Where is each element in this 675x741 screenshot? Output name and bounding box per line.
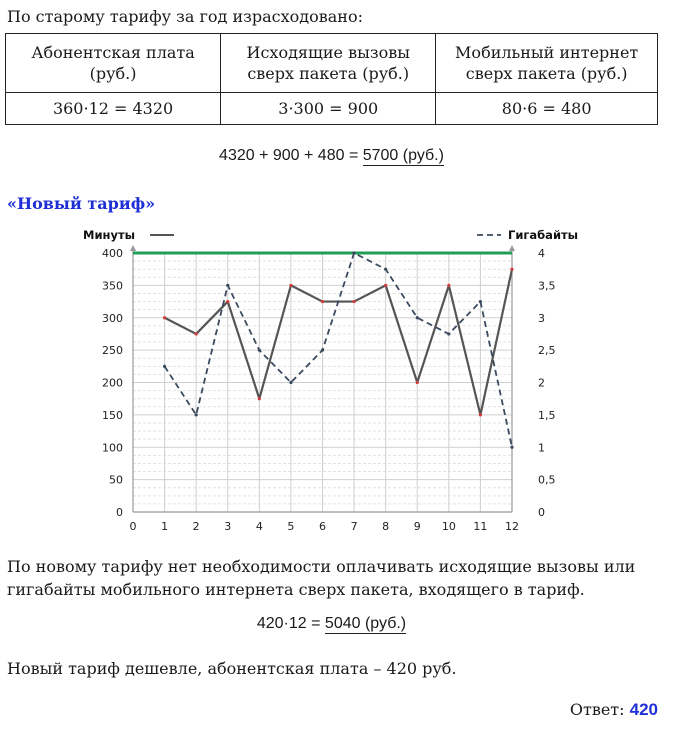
header-internet-line2: сверх пакета (руб.) — [465, 64, 628, 83]
gigabytes-point — [321, 349, 324, 352]
minutes-point — [447, 284, 450, 287]
header-calls-line1: Исходящие вызовы — [246, 43, 410, 62]
explanation-text — [7, 555, 635, 601]
right-tick-label: 2 — [538, 376, 545, 390]
x-tick-label: 3 — [224, 520, 232, 533]
minutes-point — [195, 332, 198, 335]
minutes-point — [416, 381, 419, 384]
left-axis-arrow — [130, 245, 136, 251]
old-tariff-table — [5, 33, 658, 125]
left-tick-label: 400 — [102, 247, 123, 260]
new-total-line — [0, 615, 663, 633]
x-tick-label: 2 — [192, 520, 200, 533]
tariff-chart — [80, 222, 600, 534]
header-calls-line2: сверх пакета (руб.) — [247, 64, 410, 83]
table-header-row — [6, 34, 658, 93]
gigabytes-point — [479, 300, 482, 303]
x-tick-label: 10 — [441, 520, 456, 533]
left-tick-label: 150 — [102, 408, 123, 422]
answer-label: Ответ: — [569, 700, 625, 719]
header-subscription-line1: Абонентская плата — [31, 43, 195, 62]
header-internet — [436, 34, 658, 93]
right-tick-label: 3 — [538, 311, 545, 325]
left-tick-label: 100 — [102, 441, 123, 455]
new-total-result: 5040 (руб.) — [324, 615, 407, 632]
gigabytes-point — [352, 251, 355, 254]
right-tick-label: 4 — [538, 247, 545, 260]
conclusion-text: Новый тариф дешевле, абонентская плата – 420 руб. — [7, 659, 457, 678]
x-tick-label: 7 — [350, 520, 358, 533]
gigabytes-point — [416, 316, 419, 319]
right-tick-label: 0 — [538, 506, 545, 519]
gigabytes-point — [384, 268, 387, 271]
header-subscription-line2: (руб.) — [89, 64, 137, 83]
x-tick-label: 6 — [319, 520, 326, 533]
minutes-point — [289, 284, 292, 287]
gigabytes-point — [226, 284, 229, 287]
minutes-point — [163, 316, 166, 319]
x-tick-label: 8 — [382, 520, 390, 533]
legend-gigabytes-label: Гигабайты — [508, 228, 579, 242]
x-tick-label: 0 — [129, 520, 137, 533]
cell-internet: 80·6 = 480 — [436, 93, 658, 125]
left-tick-label: 300 — [102, 311, 123, 325]
legend-minutes-label: Минуты — [83, 228, 136, 242]
x-tick-label: 11 — [473, 520, 488, 533]
minutes-point — [510, 268, 513, 271]
left-tick-label: 50 — [109, 473, 123, 487]
new-total-expr: 420·12 = — [256, 615, 325, 632]
right-tick-label: 1,5 — [538, 408, 556, 422]
header-internet-line1: Мобильный интернет — [455, 43, 639, 62]
explanation-line-2: гигабайты мобильного интернета сверх пакета, входящего в тариф. — [7, 580, 585, 599]
x-tick-label: 12 — [505, 520, 519, 533]
answer-line — [570, 700, 658, 720]
answer-value: 420 — [629, 700, 658, 719]
minutes-point — [352, 300, 355, 303]
minutes-point — [226, 300, 229, 303]
right-tick-label: 3,5 — [538, 279, 556, 293]
new-tariff-title: «Новый тариф» — [7, 194, 156, 213]
minutes-point — [321, 300, 324, 303]
right-tick-label: 0,5 — [538, 473, 556, 487]
intro-text: По старому тарифу за год израсходовано: — [7, 7, 363, 26]
left-tick-label: 0 — [116, 506, 123, 519]
explanation-line-1: По новому тарифу нет необходимости оплачивать исходящие вызовы или — [7, 557, 636, 576]
gigabytes-point — [447, 332, 450, 335]
old-total-line — [0, 147, 663, 165]
header-calls — [221, 34, 436, 93]
old-total-result: 5700 (руб.) — [362, 147, 444, 164]
gigabytes-point — [163, 365, 166, 368]
header-subscription — [6, 34, 221, 93]
x-tick-label: 4 — [255, 520, 263, 533]
gigabytes-point — [289, 381, 292, 384]
left-tick-label: 350 — [102, 279, 123, 293]
left-tick-label: 200 — [102, 376, 123, 390]
x-tick-label: 5 — [287, 520, 295, 533]
left-tick-label: 250 — [102, 344, 123, 358]
gigabytes-point — [195, 413, 198, 416]
gigabytes-point — [510, 446, 513, 449]
x-tick-label: 1 — [161, 520, 169, 533]
x-tick-label: 9 — [413, 520, 421, 533]
minutes-point — [258, 397, 261, 400]
cell-subscription: 360·12 = 4320 — [6, 93, 221, 125]
right-axis-arrow — [509, 245, 515, 251]
table-row — [6, 93, 658, 125]
gigabytes-point — [258, 349, 261, 352]
right-tick-label: 1 — [538, 441, 545, 455]
minutes-point — [479, 413, 482, 416]
right-tick-label: 2,5 — [538, 344, 556, 358]
minutes-point — [384, 284, 387, 287]
old-total-expr: 4320 + 900 + 480 = — [219, 147, 363, 164]
cell-calls: 3·300 = 900 — [221, 93, 436, 125]
